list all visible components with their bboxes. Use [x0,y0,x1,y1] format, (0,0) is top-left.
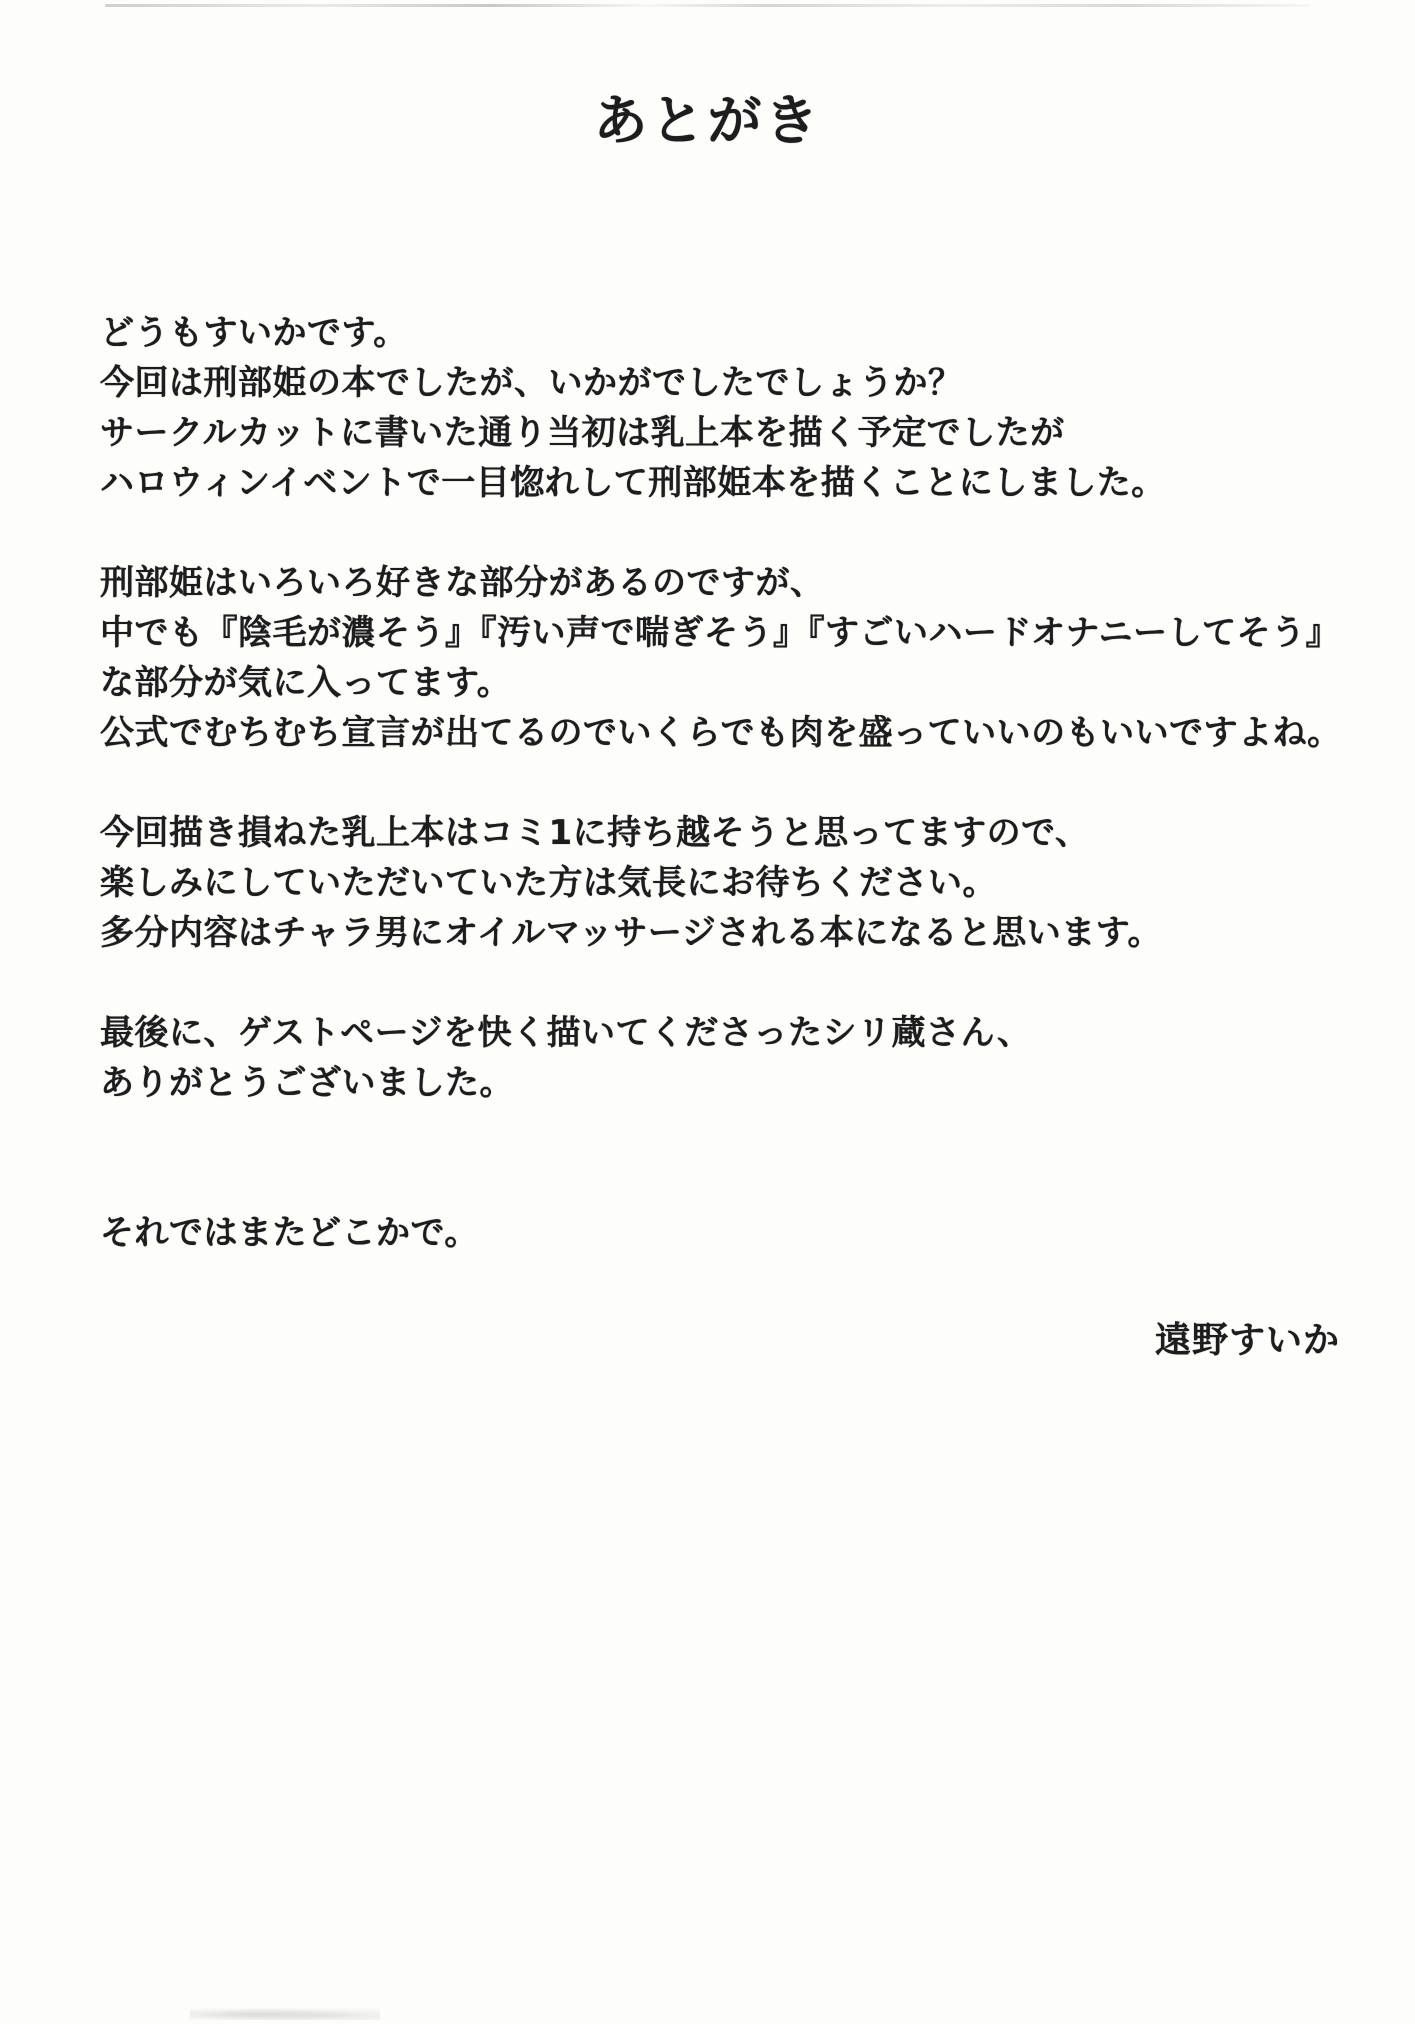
text-line: 今回描き損ねた乳上本はコミ1に持ち越そうと思ってますので、 [100,813,1090,853]
paragraph-closing [100,1208,1385,1258]
text-line: どうもすいかです。 [100,313,408,353]
text-line: 公式でむちむち宣言が出てるのでいくらでも肉を盛っていいのもいいですよね。 [100,713,1342,753]
paragraph-thanks [100,1008,1385,1108]
text-line: 中でも『陰毛が濃そう』『汚い声で喘ぎそう』『すごいハードオナニーしてそう』 [100,613,1341,653]
text-line: 多分内容はチャラ男にオイルマッサージされる本になると思います。 [100,913,1163,953]
text-line: それではまたどこかで。 [100,1213,479,1253]
page-title: あとがき [593,89,822,152]
paragraph-favorite-points [100,558,1385,758]
text-line: な部分が気に入ってます。 [100,663,512,703]
scan-artifact-top-line [105,4,1310,7]
text-line: 最後に、ゲストページを快く描いてくださったシリ蔵さん、 [100,1013,1032,1053]
scan-artifact-smudge [190,2006,380,2020]
text-line: サークルカットに書いた通り当初は乳上本を描く予定でしたが [100,413,1065,453]
text-line: 今回は刑部姫の本でしたが、いかがでしたでしょうか？ [100,363,963,403]
paragraph-next-book [100,808,1385,958]
paragraph-greeting [100,308,1385,508]
text-line: ありがとうございました。 [100,1063,514,1103]
text-line: 刑部姫はいろいろ好きな部分があるのですが、 [100,563,825,603]
author-signature: 遠野すいか [1154,1320,1340,1361]
text-line: 楽しみにしていただいていた方は気長にお待ちください。 [100,863,997,903]
text-line: ハロウィンイベントで一目惚れして刑部姫本を描くことにしました。 [100,463,1166,503]
